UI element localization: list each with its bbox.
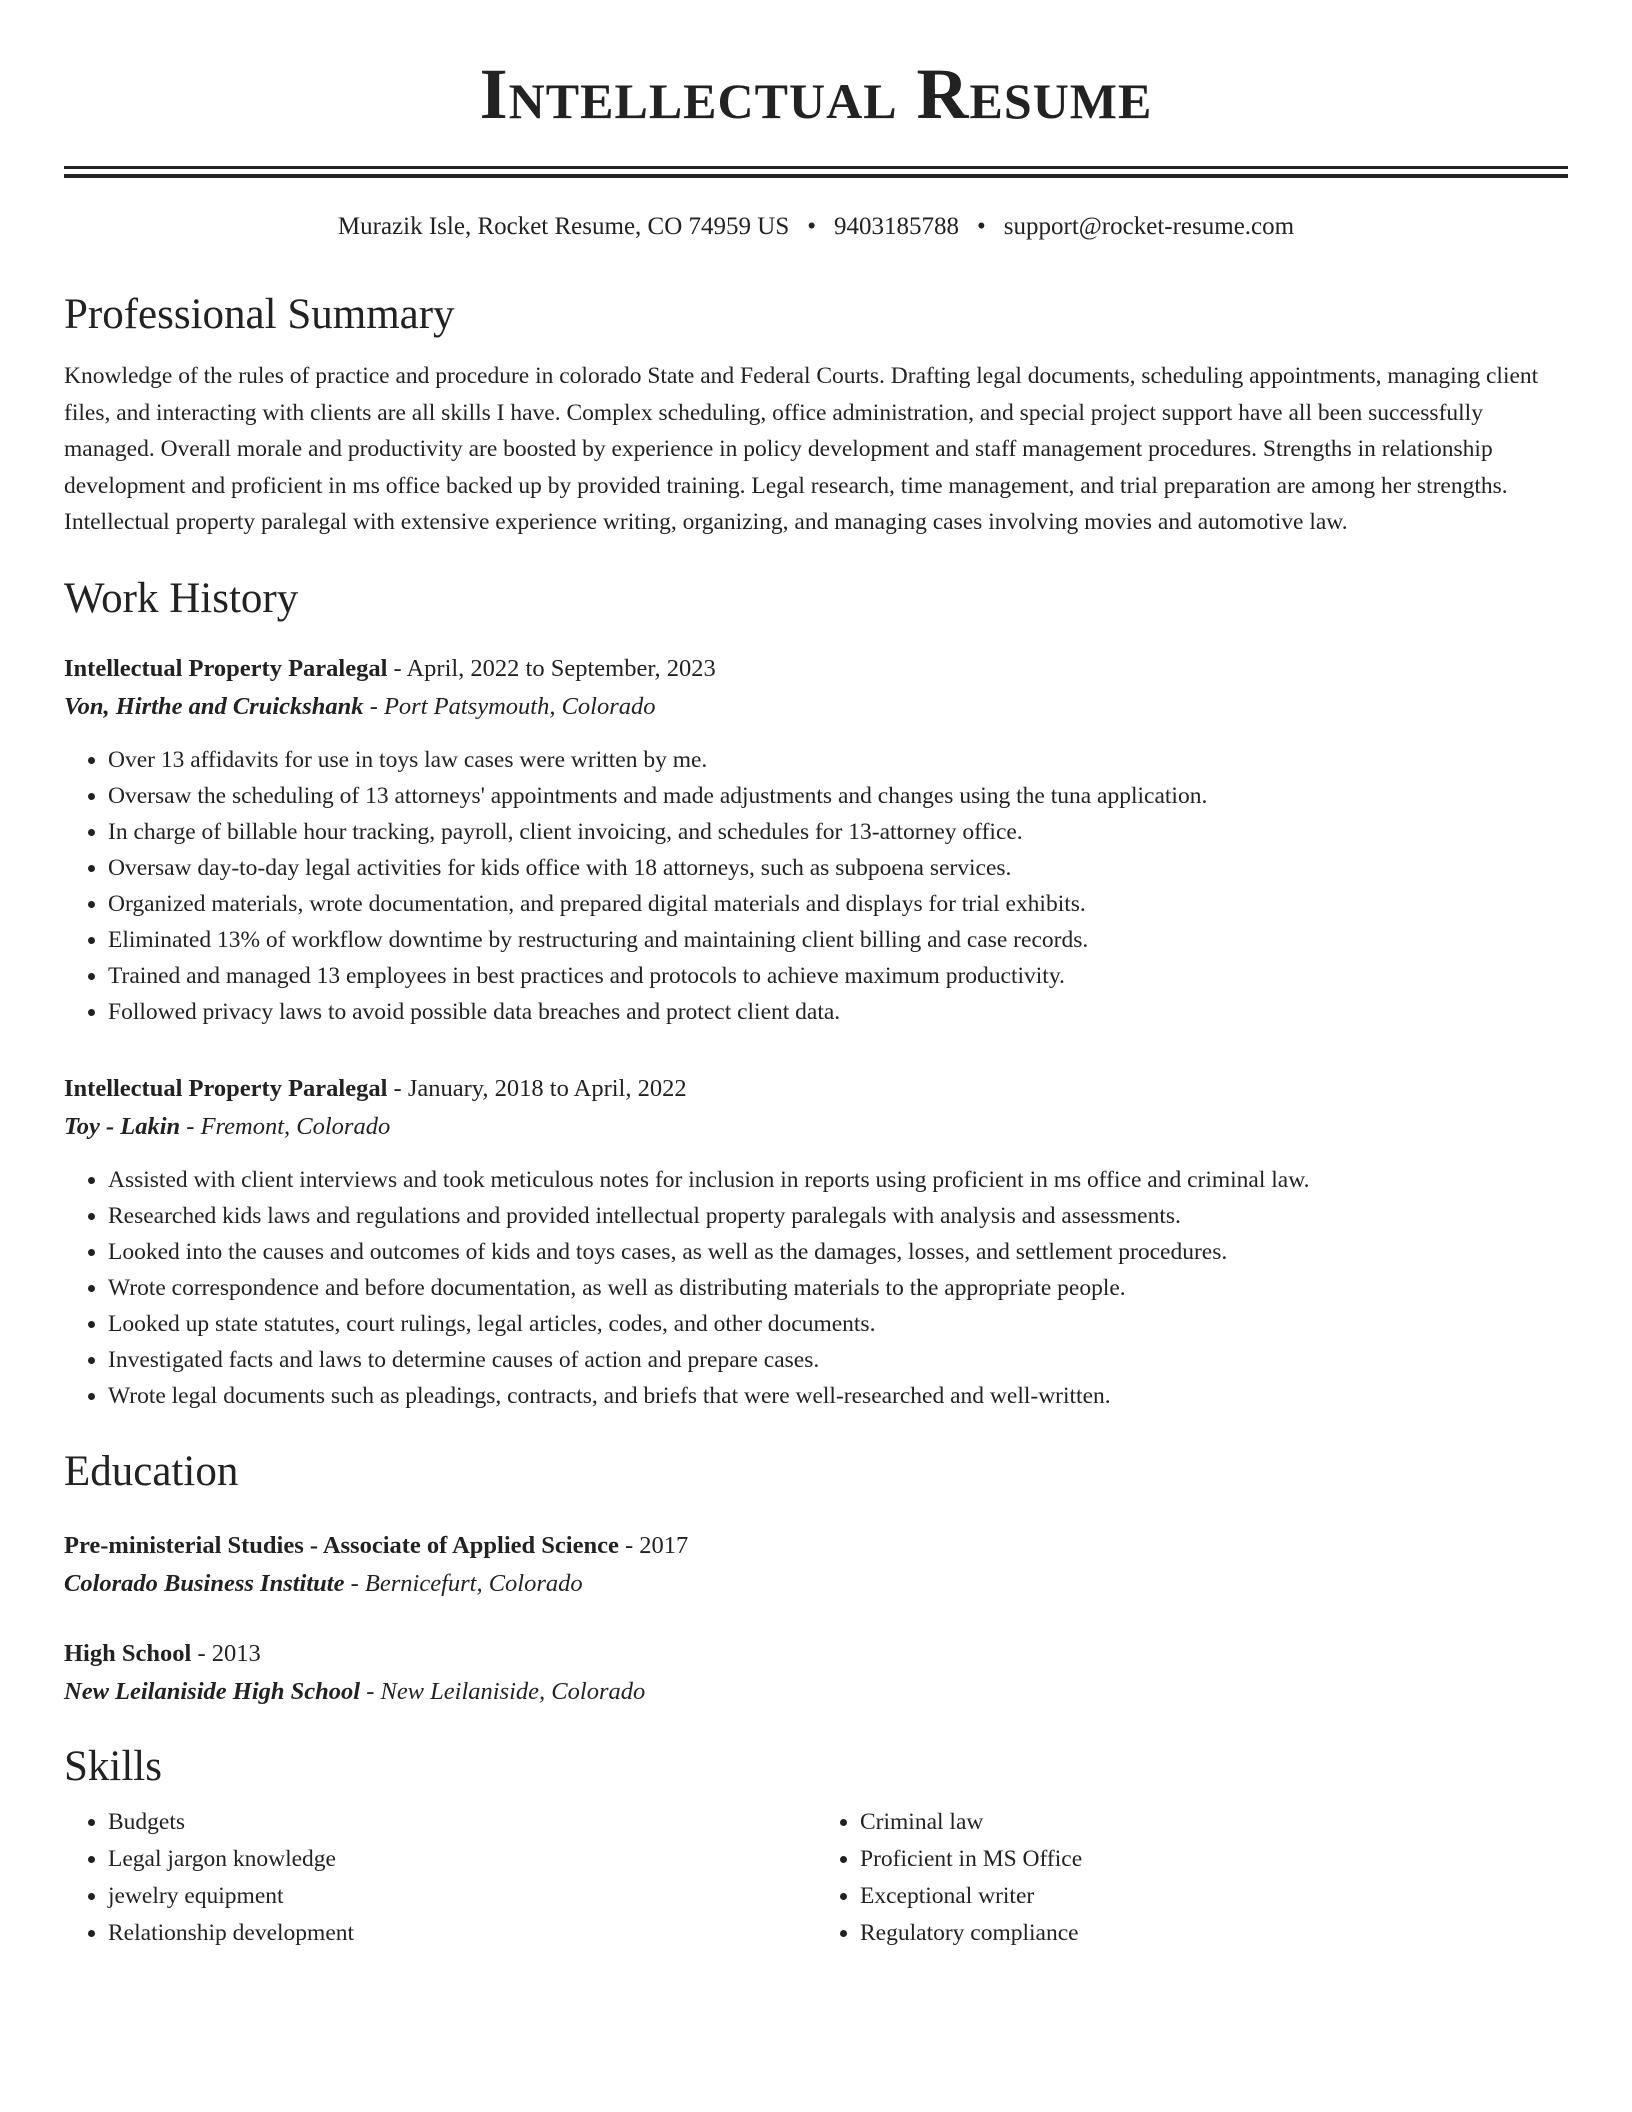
job-bullets	[64, 1162, 1568, 1414]
list-item: • Looked into the causes and outcomes of kids and toys cases, as well as the damages, losses, and settlement procedures.	[108, 1234, 1568, 1270]
list-item: • Eliminated 13% of workflow downtime by restructuring and maintaining client billing and case records.	[108, 922, 1568, 958]
job-title: Intellectual Property Paralegal	[64, 1074, 388, 1102]
list-item: • Oversaw the scheduling of 13 attorneys' appointments and made adjustments and changes using the tuna application.	[108, 778, 1568, 814]
section-heading-summary: Professional Summary	[64, 291, 455, 338]
resume-title: Intellectual Resume	[479, 54, 1153, 134]
job-bullets	[64, 742, 1568, 1030]
list-item: • Trained and managed 13 employees in best practices and protocols to achieve maximum productivity.	[108, 958, 1568, 994]
school-location: - Bernicefurt, Colorado	[344, 1569, 583, 1597]
contact-address: Murazik Isle, Rocket Resume, CO 74959 US	[337, 213, 790, 240]
contact-email: support@rocket-resume.com	[1003, 213, 1295, 240]
job-entry	[64, 650, 1568, 1030]
degree-year: - 2017	[618, 1531, 689, 1559]
skill-item: • Regulatory compliance	[860, 1915, 1568, 1952]
list-item: • In charge of billable hour tracking, payroll, client invoicing, and schedules for 13-attorney office.	[108, 814, 1568, 850]
school-name: New Leilaniside High School	[64, 1677, 361, 1705]
list-item: • Followed privacy laws to avoid possible data breaches and protect client data.	[108, 994, 1568, 1030]
section-heading-skills: Skills	[64, 1742, 162, 1790]
list-item: • Organized materials, wrote documentation, and prepared digital materials and displays for trial exhibits.	[108, 886, 1568, 922]
school-location: - New Leilaniside, Colorado	[360, 1677, 646, 1705]
degree-name: High School	[64, 1639, 192, 1667]
degree-line	[64, 1635, 1568, 1673]
skill-item: • Criminal law	[860, 1804, 1568, 1841]
employer-location: - Fremont, Colorado	[180, 1112, 391, 1140]
job-dates: - April, 2022 to September, 2023	[387, 654, 716, 682]
skill-item: • Proficient in MS Office	[860, 1841, 1568, 1878]
job-entry	[64, 1070, 1568, 1414]
skill-item: • Exceptional writer	[860, 1878, 1568, 1915]
degree-year: - 2013	[191, 1639, 261, 1667]
list-item: • Oversaw day-to-day legal activities for kids office with 18 attorneys, such as subpoena services.	[108, 850, 1568, 886]
skill-item: • Relationship development	[108, 1915, 816, 1952]
summary-text: Knowledge of the rules of practice and procedure in colorado State and Federal Courts. Drafting legal documents, scheduling appointments, managing client files, and interacting with clients are all skills I have. Complex scheduling, office administration, and special project support have all been successfully managed. Overall morale and productivity are boosted by experience in policy development and staff management procedures. Strengths in relationship development and proficient in ms office backed up by provided training. Legal research, time management, and trial preparation are among her strengths. Intellectual property paralegal with extensive experience writing, organizing, and managing cases involving movies and automotive law.	[64, 363, 1539, 535]
contact-separator: •	[807, 213, 817, 240]
section-heading-education: Education	[64, 1447, 239, 1495]
skill-item: • Budgets	[108, 1804, 816, 1841]
job-title-line	[64, 1070, 1568, 1108]
contact-line	[64, 214, 1568, 239]
degree-line	[64, 1527, 1568, 1565]
school-line	[64, 1673, 1568, 1711]
list-item: • Looked up state statutes, court rulings, legal articles, codes, and other documents.	[108, 1306, 1568, 1342]
school-line	[64, 1565, 1568, 1603]
skills-list-right	[816, 1804, 1568, 1952]
section-heading-work-history: Work History	[64, 574, 299, 622]
job-title: Intellectual Property Paralegal	[64, 654, 388, 682]
employer-name: Toy - Lakin	[64, 1112, 181, 1140]
employer-line	[64, 1108, 1568, 1146]
title-divider	[64, 166, 1568, 178]
degree-name: Pre-ministerial Studies - Associate of Applied Science	[64, 1531, 619, 1559]
education-entry	[64, 1527, 1568, 1603]
job-dates: - January, 2018 to April, 2022	[387, 1074, 687, 1102]
list-item: • Assisted with client interviews and took meticulous notes for inclusion in reports using proficient in ms office and criminal law.	[108, 1162, 1568, 1198]
contact-separator: •	[977, 213, 986, 240]
skills-list-left	[64, 1804, 816, 1952]
skill-item: • Legal jargon knowledge	[108, 1841, 816, 1878]
list-item: • Wrote correspondence and before documentation, as well as distributing materials to the appropriate people.	[108, 1270, 1568, 1306]
job-title-line	[64, 650, 1568, 688]
list-item: • Wrote legal documents such as pleadings, contracts, and briefs that were well-researched and well-written.	[108, 1378, 1568, 1414]
skills-columns	[64, 1804, 1568, 1952]
employer-location: - Port Patsymouth, Colorado	[363, 692, 656, 720]
list-item: • Over 13 affidavits for use in toys law cases were written by me.	[108, 742, 1568, 778]
school-name: Colorado Business Institute	[64, 1569, 345, 1597]
contact-phone: 9403185788	[834, 213, 960, 240]
skill-item: • jewelry equipment	[108, 1878, 816, 1915]
education-entry	[64, 1635, 1568, 1711]
list-item: • Investigated facts and laws to determine causes of action and prepare cases.	[108, 1342, 1568, 1378]
list-item: • Researched kids laws and regulations and provided intellectual property paralegals with analysis and assessments.	[108, 1198, 1568, 1234]
employer-name: Von, Hirthe and Cruickshank	[64, 692, 364, 720]
employer-line	[64, 688, 1568, 726]
